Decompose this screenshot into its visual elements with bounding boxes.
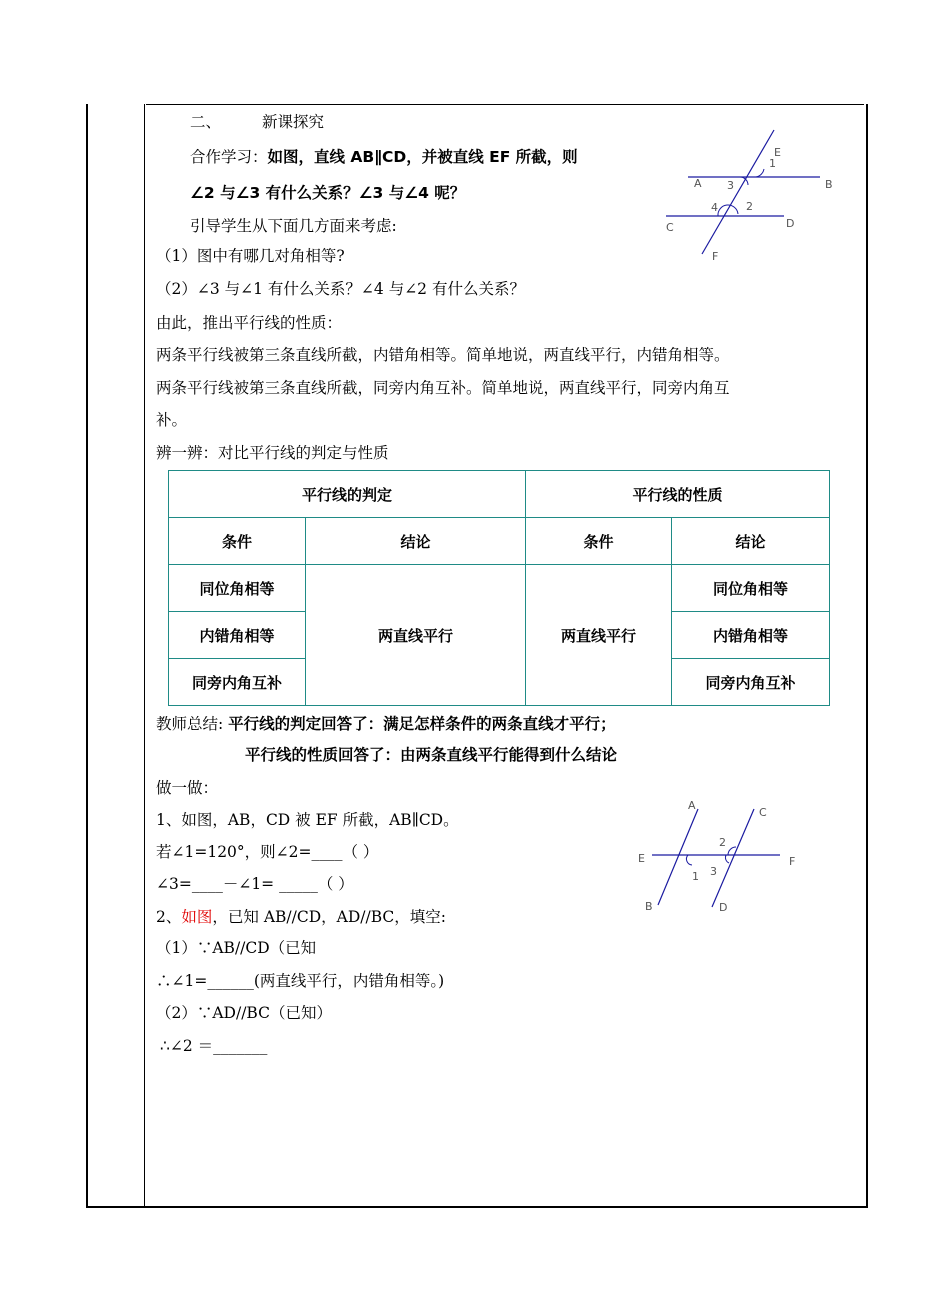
- table-cell-condition: 同旁内角互补: [169, 659, 306, 706]
- table-sub-conclusion-right: 结论: [672, 518, 830, 565]
- summary-text2: 平行线的性质回答了：由两条直线平行能得到什么结论: [245, 746, 618, 764]
- table-cell-condition: 同位角相等: [169, 565, 306, 612]
- fig1-line-ef: [702, 130, 774, 254]
- practice-1-line1: 1、如图，AB，CD 被 EF 所截，AB∥CD。: [156, 811, 459, 829]
- table-cell-parallel-right: 两直线平行: [526, 565, 672, 706]
- summary-line1: [156, 714, 616, 734]
- frame-top-border: [146, 104, 864, 105]
- fig2-label-f: F: [789, 855, 796, 868]
- fig1-label-a: A: [694, 177, 702, 190]
- fig2-label-3: 3: [710, 865, 717, 878]
- property-2: 两条平行线被第三条直线所截，同旁内角互补。简单地说，两直线平行，同旁内角互: [156, 379, 730, 397]
- fig1-label-3: 3: [727, 179, 734, 192]
- practice-2-red: 如图: [181, 908, 213, 926]
- summary-text1: 平行线的判定回答了：满足怎样条件的两条直线才平行；: [228, 715, 616, 733]
- comparison-table: [168, 470, 830, 706]
- property-2-end: 补。: [156, 411, 188, 429]
- fig2-label-1: 1: [692, 870, 699, 883]
- guide-q2: （2）∠3 与∠1 有什么关系？∠4 与∠2 有什么关系？: [156, 280, 525, 298]
- table-head-property: 平行线的性质: [526, 471, 830, 518]
- fig1-label-4: 4: [711, 201, 718, 214]
- coop-prefix: 合作学习：: [190, 148, 268, 166]
- derive-text: 由此，推出平行线的性质：: [156, 314, 343, 332]
- fig2-label-e: E: [638, 852, 645, 865]
- fig1-angle4-arc: [718, 205, 738, 216]
- coop-line1: [190, 147, 578, 167]
- fig1-label-2: 2: [746, 200, 753, 213]
- table-sub-condition-left: 条件: [169, 518, 306, 565]
- practice-2-intro: [156, 907, 446, 927]
- table-cell-conclusion: 内错角相等: [672, 612, 830, 659]
- practice-1-line3: ∠3=____－∠1= _____（ ）: [156, 875, 354, 893]
- fig1-label-1: 1: [769, 157, 776, 170]
- coop-question2: ∠2 与∠3 有什么关系？∠3 与∠4 呢？: [190, 184, 466, 202]
- fig1-label-f: F: [712, 250, 719, 263]
- figure2-parallel-lines: [630, 795, 810, 920]
- coop-question1: 如图，直线 AB∥CD，并被直线 EF 所截，则: [267, 148, 578, 166]
- section-number: 二、: [190, 113, 222, 131]
- summary-label: 教师总结:: [156, 715, 224, 733]
- practice-2-b: ∴∠1=______(两直线平行，内错角相等。): [156, 972, 445, 990]
- table-sub-condition-right: 条件: [526, 518, 672, 565]
- table-cell-conclusion: 同位角相等: [672, 565, 830, 612]
- table-cell-conclusion: 同旁内角互补: [672, 659, 830, 706]
- practice-2-a: （1）∵AB//CD（已知: [156, 939, 317, 957]
- fig1-label-b: B: [825, 178, 833, 191]
- practice-2-c: （2）∵AD//BC（已知）: [156, 1004, 332, 1022]
- practice-2-d: ∴∠2 ＝_______: [160, 1037, 268, 1055]
- figure1-parallel-lines: [660, 130, 840, 265]
- section-title: 新课探究: [262, 113, 325, 131]
- fig1-label-c: C: [666, 221, 674, 234]
- fig2-label-d: D: [719, 901, 728, 914]
- table-cell-condition: 内错角相等: [169, 612, 306, 659]
- property-1: 两条平行线被第三条直线所截，内错角相等。简单地说，两直线平行，内错角相等。: [156, 346, 730, 364]
- table-sub-conclusion-left: 结论: [306, 518, 526, 565]
- column-divider: [144, 104, 145, 1206]
- fig2-label-b: B: [645, 900, 653, 913]
- practice-1-line2: 若∠1=120°，则∠2=____（ ）: [156, 843, 379, 861]
- compare-title: 辨一辨：对比平行线的判定与性质: [156, 444, 389, 462]
- fig2-line-cd: [712, 809, 754, 907]
- fig2-label-a: A: [688, 799, 696, 812]
- fig2-angle1-arc: [686, 855, 692, 865]
- practice-title: 做一做：: [156, 779, 219, 797]
- fig2-angle3-arc: [725, 855, 729, 863]
- practice-2-rest: ，已知 AB//CD，AD//BC，填空:: [212, 908, 446, 926]
- practice-2-prefix: 2、: [156, 908, 182, 926]
- fig1-label-d: D: [786, 217, 795, 230]
- fig2-label-2: 2: [719, 836, 726, 849]
- table-cell-parallel-left: 两直线平行: [306, 565, 526, 706]
- fig1-angle1-arc: [756, 169, 764, 177]
- guide-q1: （1）图中有哪几对角相等?: [156, 247, 345, 265]
- fig1-label-e: E: [774, 146, 781, 159]
- fig2-line-ab: [658, 809, 698, 905]
- fig2-label-c: C: [759, 806, 767, 819]
- table-head-judgement: 平行线的判定: [169, 471, 526, 518]
- guide-intro: 引导学生从下面几方面来考虑:: [190, 217, 397, 235]
